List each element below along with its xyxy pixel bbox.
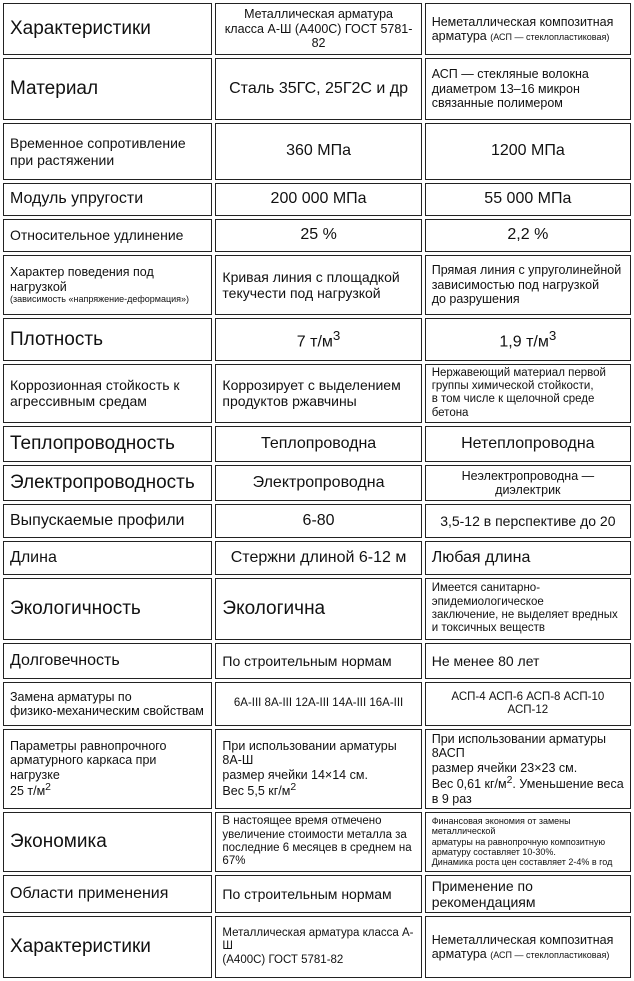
row-label: Экономика bbox=[3, 812, 212, 872]
header-composite-main: арматура bbox=[431, 29, 487, 43]
header-composite-note: (АСП — стеклопластиковая) bbox=[490, 32, 610, 42]
composite-line: размер ячейки 23×23 см. bbox=[431, 760, 578, 775]
metal-text: Вес 5,5 кг/м bbox=[222, 784, 291, 799]
row-label: Электропроводность bbox=[3, 465, 212, 501]
table-row bbox=[3, 643, 631, 679]
composite-text: Вес 0,61 кг/м bbox=[431, 777, 507, 792]
composite-line: и токсичных веществ bbox=[431, 622, 545, 635]
label-line: Характер поведения под нагрузкой bbox=[10, 265, 154, 294]
metal-line: последние 6 месяцев в среднем на 67% bbox=[222, 841, 412, 868]
composite-value bbox=[425, 729, 631, 809]
metal-value bbox=[215, 255, 421, 315]
footer-metal bbox=[215, 916, 421, 978]
composite-line bbox=[432, 775, 624, 806]
row-label bbox=[3, 255, 212, 315]
table-row bbox=[3, 219, 631, 252]
label-line bbox=[10, 782, 205, 799]
metal-line bbox=[222, 782, 414, 799]
table-row bbox=[3, 318, 631, 361]
label-note: (зависимость «напряжение-деформация») bbox=[10, 294, 190, 305]
table-row bbox=[3, 578, 631, 640]
footer-composite bbox=[425, 916, 631, 978]
footer-composite-line1: Неметаллическая композитная bbox=[431, 932, 614, 947]
row-label: Относительное удлинение bbox=[3, 219, 212, 252]
composite-line: в том числе к щелочной среде бетона bbox=[431, 393, 595, 419]
metal-line: размер ячейки 14×14 см. bbox=[222, 767, 368, 782]
composite-value: АСП-4 АСП-6 АСП-8 АСП-10 АСП-12 bbox=[425, 682, 631, 726]
composite-value: Не менее 80 лет bbox=[425, 643, 631, 679]
row-label bbox=[3, 123, 212, 180]
composite-line: Имеется санитарно-эпидемиологическое bbox=[431, 582, 544, 608]
composite-line: Нержавеющий материал первой bbox=[431, 367, 606, 379]
header-characteristics: Характеристики bbox=[3, 3, 212, 55]
composite-value bbox=[425, 812, 631, 872]
composite-line: группы химической стойкости, bbox=[431, 380, 594, 393]
header-metal-line1: Металлическая арматура bbox=[244, 7, 394, 22]
composite-value: Любая длина bbox=[425, 541, 631, 575]
metal-value: По строительным нормам bbox=[215, 643, 421, 679]
composite-line: зависимостью под нагрузкой bbox=[431, 277, 600, 292]
row-label bbox=[3, 364, 212, 423]
metal-value: Теплопроводна bbox=[215, 426, 421, 462]
metal-value bbox=[215, 812, 421, 872]
label-sup: 2 bbox=[45, 782, 51, 794]
composite-line: до разрушения bbox=[431, 292, 520, 307]
metal-value: По строительным нормам bbox=[215, 875, 421, 913]
composite-line: При использовании арматуры 8АСП bbox=[431, 731, 607, 761]
composite-value: 2,2 % bbox=[425, 219, 631, 252]
composite-value: 3,5-12 в перспективе до 20 bbox=[425, 504, 631, 538]
composite-line: диаметром 13–16 микрон bbox=[431, 81, 580, 96]
row-label bbox=[3, 729, 212, 809]
label-line: физико-механическим свойствам bbox=[10, 703, 204, 718]
metal-value bbox=[215, 318, 421, 361]
table-row bbox=[3, 255, 631, 315]
metal-value: Электропроводна bbox=[215, 465, 421, 501]
composite-value: Применение по рекомендациям bbox=[425, 875, 631, 913]
row-label: Длина bbox=[3, 541, 212, 575]
table-row bbox=[3, 183, 631, 216]
table-row bbox=[3, 58, 631, 120]
composite-value: 1200 МПа bbox=[425, 123, 631, 180]
table-row bbox=[3, 465, 631, 501]
label-line: арматурного каркаса при нагрузке bbox=[10, 753, 157, 782]
table-row bbox=[3, 812, 631, 872]
composite-line: Прямая линия с упруголинейной bbox=[431, 263, 622, 278]
footer-row bbox=[3, 916, 631, 978]
composite-line: арматуру составляет 10-30%. bbox=[431, 847, 556, 858]
composite-text: . Уменьшение веса в 9 раз bbox=[431, 777, 624, 806]
table-row bbox=[3, 729, 631, 809]
label-line: при растяжении bbox=[10, 151, 115, 168]
label-line: Параметры равнопрочного bbox=[10, 739, 167, 754]
footer-characteristics: Характеристики bbox=[3, 916, 212, 978]
composite-value bbox=[425, 364, 631, 423]
table-row bbox=[3, 541, 631, 575]
table-row bbox=[3, 504, 631, 538]
header-metal-line2: класса А-Ш (А400С) ГОСТ 5781-82 bbox=[224, 21, 413, 51]
table-row bbox=[3, 875, 631, 913]
header-composite-line1: Неметаллическая композитная bbox=[431, 14, 614, 29]
metal-sup: 2 bbox=[290, 782, 297, 794]
metal-line: текучести под нагрузкой bbox=[222, 285, 381, 301]
label-line: Коррозионная стойкость к bbox=[10, 377, 180, 394]
header-row bbox=[3, 3, 631, 55]
row-label: Экологичность bbox=[3, 578, 212, 640]
composite-sup: 2 bbox=[506, 775, 513, 786]
row-label: Выпускаемые профили bbox=[3, 504, 212, 538]
metal-line: Коррозирует с выделением bbox=[222, 377, 401, 394]
composite-line: арматуры на равнопрочную композитную bbox=[431, 836, 606, 847]
label-line: агрессивным средам bbox=[10, 393, 147, 410]
composite-line: связанные полимером bbox=[431, 96, 563, 111]
row-label: Материал bbox=[3, 58, 212, 120]
composite-value: Неэлектропроводна — диэлектрик bbox=[425, 465, 631, 501]
footer-metal-line1: Металлическая арматура класса А-Ш bbox=[222, 927, 414, 953]
metal-line: увеличение стоимости металла за bbox=[222, 828, 407, 841]
header-composite bbox=[425, 3, 631, 55]
metal-value bbox=[215, 364, 421, 423]
row-label: Модуль упругости bbox=[3, 183, 212, 216]
label-line: Временное сопротивление bbox=[10, 135, 186, 152]
metal-line: В настоящее время отмечено bbox=[222, 815, 382, 828]
composite-line: Финансовая экономия от замены металлической bbox=[431, 816, 571, 837]
metal-value: 25 % bbox=[215, 219, 421, 252]
header-metal bbox=[215, 3, 421, 55]
composite-value bbox=[425, 578, 631, 640]
metal-text: 7 т/м bbox=[296, 332, 333, 350]
metal-line: продуктов ржавчины bbox=[222, 393, 357, 410]
label-text: 25 т/м bbox=[10, 784, 46, 799]
composite-line: Динамика роста цен составляет 2-4% в год bbox=[431, 857, 613, 868]
composite-sup: 3 bbox=[548, 327, 557, 343]
metal-line: Кривая линия с площадкой bbox=[222, 268, 400, 285]
table-row bbox=[3, 682, 631, 726]
metal-value: Сталь 35ГС, 25Г2С и др bbox=[215, 58, 421, 120]
metal-value bbox=[215, 729, 421, 809]
row-label: Области применения bbox=[3, 875, 212, 913]
row-label: Долговечность bbox=[3, 643, 212, 679]
composite-value bbox=[425, 318, 631, 361]
table-row bbox=[3, 426, 631, 462]
row-label: Плотность bbox=[3, 318, 212, 361]
composite-value bbox=[425, 255, 631, 315]
composite-line: АСП — стекляные волокна bbox=[431, 67, 589, 82]
metal-value: 360 МПа bbox=[215, 123, 421, 180]
row-label bbox=[3, 682, 212, 726]
composite-line: заключение, не выделяет вредных bbox=[431, 608, 618, 621]
composite-value bbox=[425, 58, 631, 120]
metal-line: При использовании арматуры 8А-Ш bbox=[222, 739, 397, 768]
metal-value: Экологична bbox=[215, 578, 421, 640]
metal-value: Стержни длиной 6-12 м bbox=[215, 541, 421, 575]
composite-text: 1,9 т/м bbox=[499, 332, 549, 350]
row-label: Теплопроводность bbox=[3, 426, 212, 462]
metal-value: 6-80 bbox=[215, 504, 421, 538]
composite-value: Нетеплопроводна bbox=[425, 426, 631, 462]
table-row bbox=[3, 123, 631, 180]
footer-metal-line2: (А400С) ГОСТ 5781-82 bbox=[222, 953, 344, 966]
footer-composite-note: (АСП — стеклопластиковая) bbox=[490, 950, 610, 961]
table-row bbox=[3, 364, 631, 423]
metal-sup: 3 bbox=[332, 327, 341, 343]
metal-value: 6А-III 8А-III 12А-III 14А-III 16А-III bbox=[215, 682, 421, 726]
label-line: Замена арматуры по bbox=[10, 689, 132, 704]
footer-composite-main: арматура bbox=[431, 947, 487, 962]
composite-value: 55 000 МПа bbox=[425, 183, 631, 216]
metal-value: 200 000 МПа bbox=[215, 183, 421, 216]
